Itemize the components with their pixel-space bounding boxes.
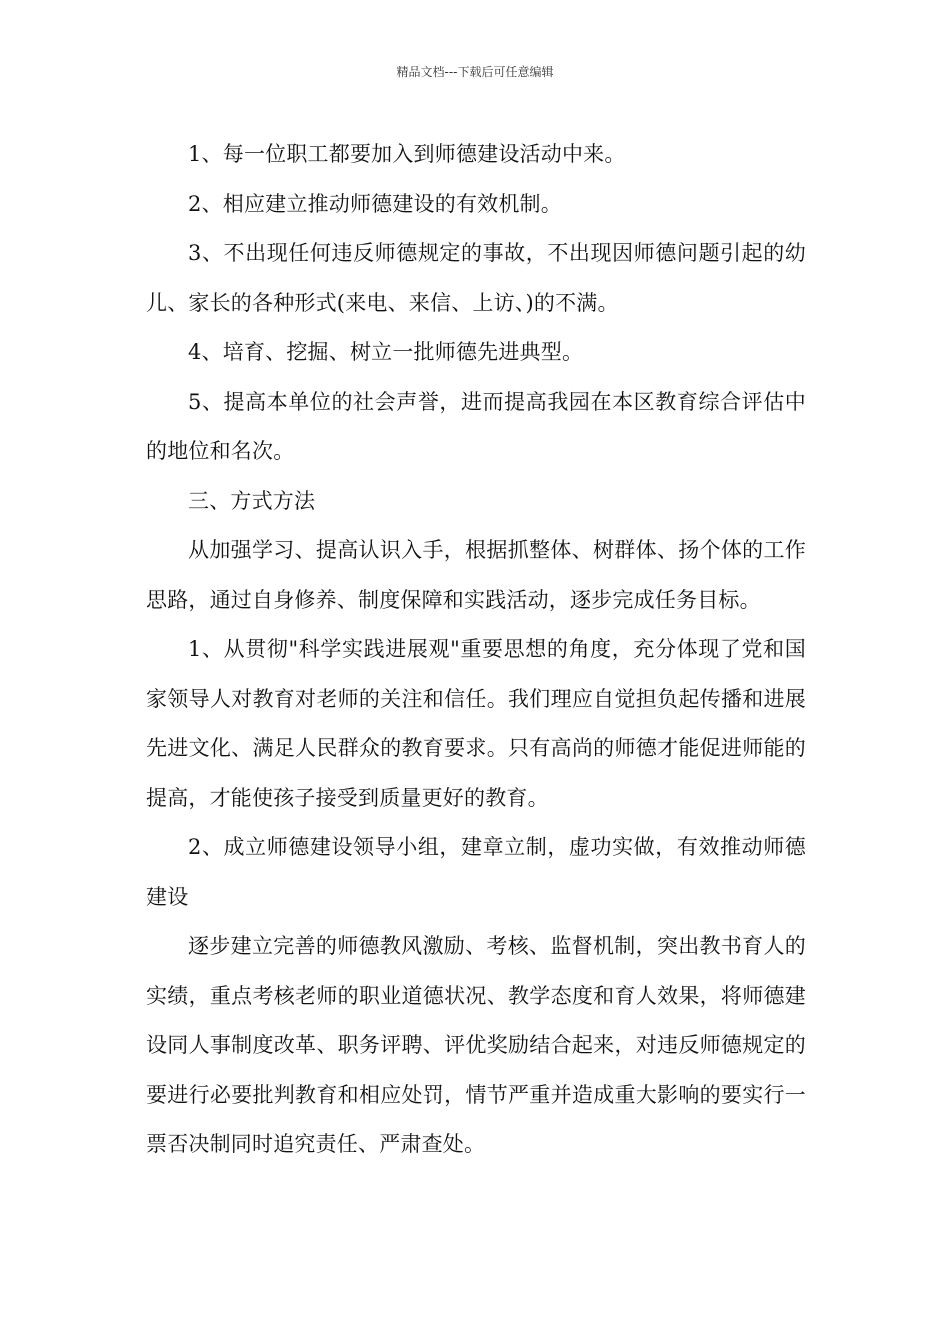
paragraph-goal-2: 2、相应建立推动师德建设的有效机制。 xyxy=(188,191,562,216)
paragraph-goal-5: 5、提高本单位的社会声誉，进而提高我园在本区教育综合评估中的地位和名次。 xyxy=(146,389,806,463)
paragraph-goal-1: 1、每一位职工都要加入到师德建设活动中来。 xyxy=(188,142,626,166)
paragraph-goal-4: 4、培育、挖掘、树立一批师德先进典型。 xyxy=(188,340,584,364)
paragraph-goal-3: 3、不出现任何违反师德规定的事故，不出现因师德问题引起的幼儿、家长的各种形式(来电、来信、上访、)的不满。 xyxy=(146,241,806,315)
paragraph-method-1: 1、从贯彻"科学实践进展观"重要思想的角度，充分体现了党和国家领导人对教育对老师的关注和信任。我们理应自觉担负起传播和进展先进文化、满足人民群众的教育要求。只有高尚的师德才能促进师能的提高，才能使孩子接受到质量更好的教育。 xyxy=(146,637,806,810)
paragraph-methods-intro: 从加强学习、提高认识入手，根据抓整体、树群体、扬个体的工作思路，通过自身修养、制度保障和实践活动，逐步完成任务目标。 xyxy=(146,538,806,612)
document-body xyxy=(146,130,806,1170)
paragraph-method-2-detail: 逐步建立完善的师德教风激励、考核、监督机制，突出教书育人的实绩，重点考核老师的职业道德状况、教学态度和育人效果，将师德建设同人事制度改革、职务评聘、评优奖励结合起来，对违反师德规定的要进行必要批判教育和相应处罚，情节严重并造成重大影响的要实行一票否决制同时追究责任、严肃查处。 xyxy=(146,934,806,1156)
paragraph-method-2: 2、成立师德建设领导小组，建章立制，虚功实做，有效推动师德建设 xyxy=(146,835,806,909)
page-header: 精品文档---下载后可任意编辑 xyxy=(396,65,554,79)
section-heading-methods: 三、方式方法 xyxy=(188,488,316,513)
